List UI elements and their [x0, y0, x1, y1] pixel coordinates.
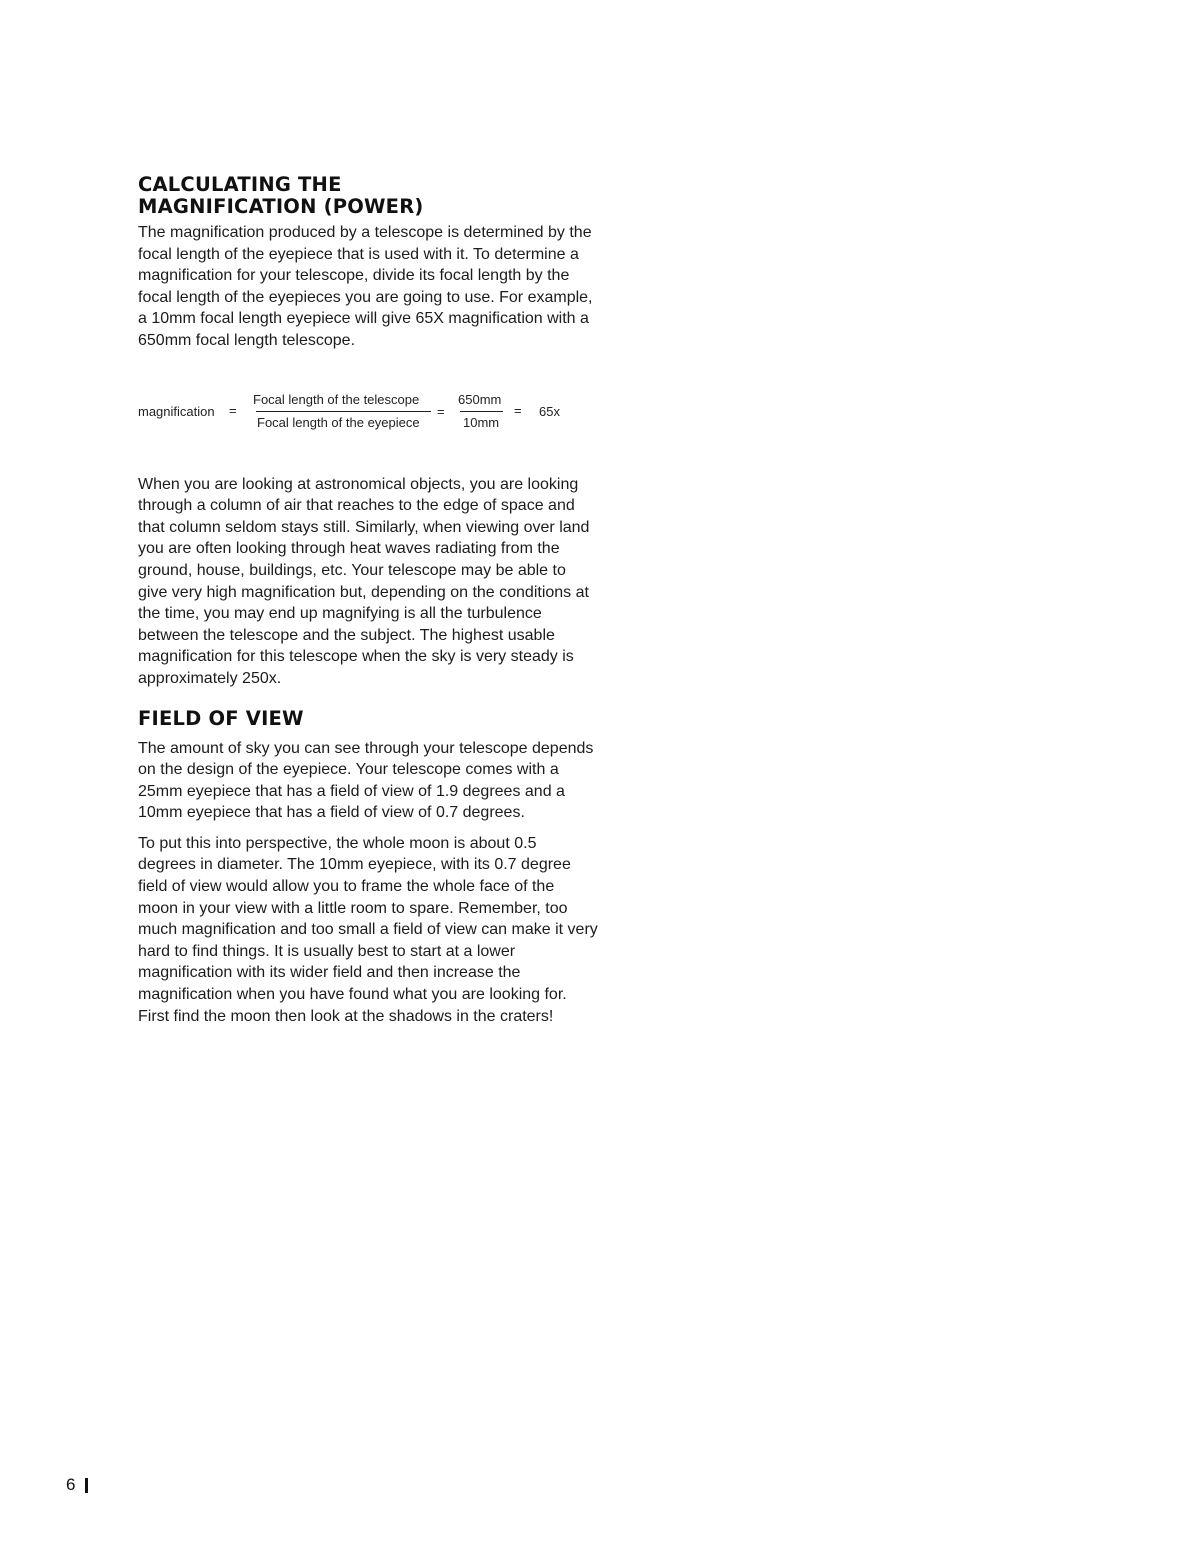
- formula-result: 65x: [539, 403, 560, 419]
- formula-denominator-value: 10mm: [463, 414, 500, 430]
- formula-equals-1: =: [229, 402, 237, 418]
- formula-denominator-text: Focal length of the eyepiece: [257, 414, 420, 430]
- magnification-formula: [138, 392, 598, 432]
- page-number: 6: [66, 1475, 76, 1494]
- magnification-paragraph: The magnification produced by a telescope is determined by the focal length of the eyepiece that is used with it. To determine a magnification for your telescope, divide its focal length by the focal length of the eyepieces you are going to use. For example, a 10mm focal length eyepiece will give 65X magnification with a 650mm focal length telescope.: [138, 224, 593, 349]
- seeing-conditions-paragraph: When you are looking at astronomical objects, you are looking through a column of air that reaches to the edge of space and that column seldom stays still. Similarly, when viewing over land you are often looking through heat waves radiating from the ground, house, buildings, etc. Your telescope may be able to give very high magnification but, depending on the conditions at the time, you may end up magnifying is all the turbulence between the telescope and the subject. The highest usable magnification for this telescope when the sky is very steady is approximately 250x.: [138, 475, 590, 687]
- formula-lhs: magnification: [138, 403, 215, 419]
- page-number-bar: [85, 1478, 88, 1493]
- magnification-heading-line2: MAGNIFICATION (POWER): [138, 195, 424, 218]
- formula-numerator-text: Focal length of the telescope: [253, 391, 420, 407]
- page-content: [138, 174, 598, 1027]
- formula-equals-3: =: [514, 402, 522, 418]
- field-of-view-paragraph-2: To put this into perspective, the whole moon is about 0.5 degrees in diameter. The 10mm eyepiece, with its 0.7 degree field of view would allow you to frame the whole face of the moon in your view with a little room to spare. Remember, too much magnification and too small a field of view can make it very hard to find things. It is usually best to start at a lower magnification with its wider field and then increase the magnification when you have found what you are looking for. First find the moon then look at the shadows in the craters!: [138, 834, 598, 1025]
- formula-numerator-value: 650mm: [458, 391, 502, 407]
- magnification-heading: [138, 174, 598, 218]
- page-footer: [66, 1475, 88, 1495]
- formula-equals-2: =: [437, 403, 445, 419]
- magnification-heading-line1: CALCULATING THE: [138, 173, 342, 196]
- formula-fraction-line-2: [460, 411, 503, 412]
- field-of-view-paragraph-1: The amount of sky you can see through your telescope depends on the design of the eyepiece. Your telescope comes with a 25mm eyepiece that has a field of view of 1.9 degrees and a 10mm eyepiece that has a field of view of 0.7 degrees.: [138, 739, 594, 822]
- formula-fraction-line-1: [256, 411, 431, 412]
- field-of-view-heading: FIELD OF VIEW: [138, 706, 304, 730]
